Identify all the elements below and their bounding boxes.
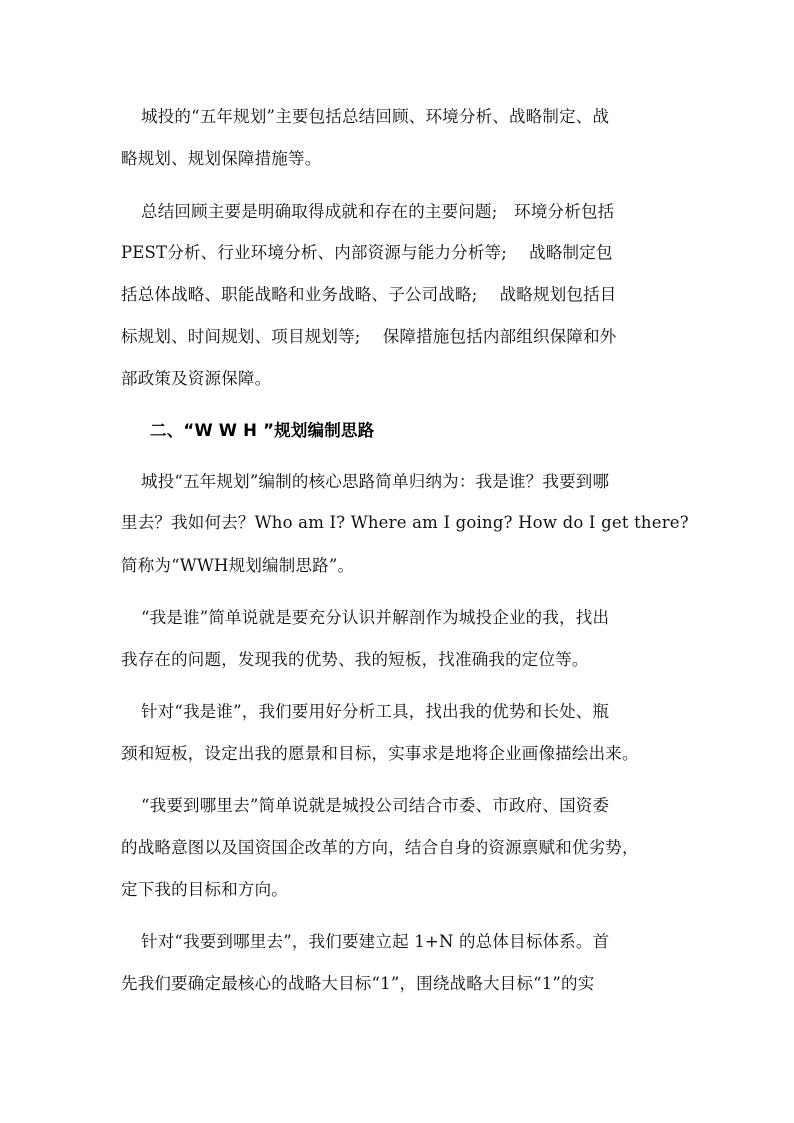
paragraph-2-line-2: PEST分析、行业环境分析、内部资源与能力分析等; 战略制定包 (121, 243, 613, 262)
paragraph-3-line-3: 简称为“WWH规划编制思路”。 (121, 556, 355, 575)
paragraph-2-line-3: 括总体战略、职能战略和业务战略、子公司战略; 战略规划包括目 (121, 285, 617, 304)
paragraph-2-line-1: 总结回顾主要是明确取得成就和存在的主要问题; 环境分析包括 (141, 202, 615, 221)
paragraph-5-line-2: 颈和短板，设定出我的愿景和目标，实事求是地将企业画像描绘出来。 (121, 744, 639, 763)
paragraph-7-line-1: 针对“我要到哪里去”，我们要建立起 1+N 的总体目标体系。首 (141, 932, 610, 951)
paragraph-4-line-1: “我是谁”简单说就是要充分认识并解剖作为城投企业的我，找出 (141, 608, 610, 627)
paragraph-6-line-1: “我要到哪里去”简单说就是城投公司结合市委、市政府、国资委 (141, 796, 610, 815)
paragraph-1-line-2: 略规划、规划保障措施等。 (121, 149, 322, 168)
paragraph-4-line-2: 我存在的问题，发现我的优势、我的短板，找准确我的定位等。 (121, 650, 589, 669)
paragraph-5-line-1: 针对“我是谁”，我们要用好分析工具，找出我的优势和长处、瓶 (141, 702, 610, 721)
paragraph-2-line-4: 标规划、时间规划、项目规划等; 保障措施包括内部组织保障和外 (121, 327, 617, 346)
paragraph-3-line-1: 城投“五年规划”编制的核心思路简单归纳为：我是谁？我要到哪 (141, 472, 610, 491)
paragraph-7-line-2: 先我们要确定最核心的战略大目标“1”，围绕战略大目标“1”的实 (121, 974, 595, 993)
paragraph-1-line-1: 城投的“五年规划”主要包括总结回顾、环境分析、战略制定、战 (141, 107, 610, 126)
section-heading: 二、“W W H ”规划编制思路 (150, 421, 375, 440)
paragraph-6-line-2: 的战略意图以及国资国企改革的方向，结合自身的资源禀赋和优劣势， (121, 838, 639, 857)
paragraph-6-line-3: 定下我的目标和方向。 (121, 880, 288, 899)
paragraph-3-line-2: 里去？我如何去？Who am I? Where am I going? How do I get there? (121, 513, 689, 532)
paragraph-2-line-5: 部政策及资源保障。 (121, 369, 272, 388)
